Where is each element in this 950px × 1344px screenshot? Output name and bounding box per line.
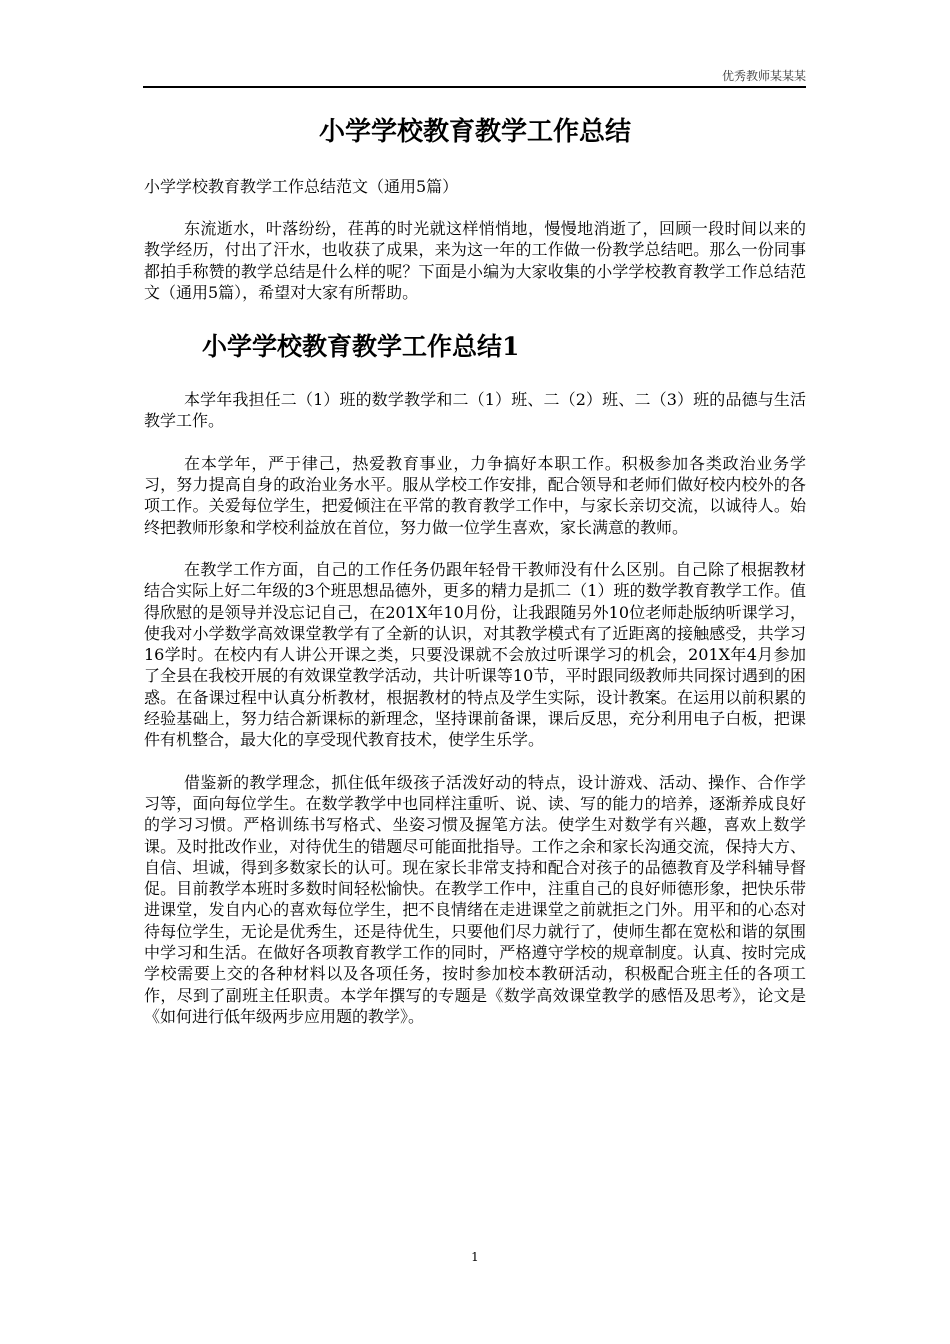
body-paragraph-1: 本学年我担任二（1）班的数学教学和二（1）班、二（2）班、二（3）班的品德与生活教学工作。 xyxy=(144,390,806,431)
intro-paragraph: 东流逝水，叶落纷纷，荏苒的时光就这样悄悄地，慢慢地消逝了，回顾一段时间以来的教学经历，付出了汗水，也收获了成果，来为这一年的工作做一份教学总结吧。那么一份同事都拍手称赞的教学总结是什么样的呢？下面是小编为大家收集的小学学校教育教学工作总结范文（通用5篇），希望对大家有所帮助。 xyxy=(144,219,806,302)
section-heading: 小学学校教育教学工作总结1 xyxy=(202,332,520,362)
document-title: 小学学校教育教学工作总结 xyxy=(318,117,631,147)
body-paragraph-2: 在本学年，严于律己，热爱教育事业，力争搞好本职工作。积极参加各类政治业务学习，努力提高自身的政治业务水平。服从学校工作安排，配合领导和老师们做好校内校外的各项工作。关爱每位学生，把爱倾注在平常的教育教学工作中，与家长亲切交流，以诚待人。始终把教师形象和学校利益放在首位，努力做一位学生喜欢，家长满意的教师。 xyxy=(144,453,806,537)
header-divider xyxy=(143,86,806,88)
body-paragraph-3: 在教学工作方面，自己的工作任务仍跟年轻骨干教师没有什么区别。自己除了根据教材结合实际上好二年级的3个班思想品德外，更多的精力是抓二（1）班的数学教育教学工作。值得欣慰的是领导并没忘记自己，在201X年10月份，让我跟随另外10位老师赴版纳听课学习，使我对小学数学高效课堂教学有了全新的认识，对其教学模式有了近距离的接触感受，共学习16学时。在校内有人讲公开课之类，只要没课就不会放过听课学习的机会，201X年4月参加了全县在我校开展的有效课堂教学活动，共计听课等10节，平时跟同级教师共同探讨遇到的困惑。在备课过程中认真分析教材，根据教材的特点及学生实际，设计教案。在运用以前积累的经验基础上，努力结合新课标的新理念，坚持课前备课，课后反思，充分利用电子白板，把课件有机整合，最大化的享受现代教育技术，使学生乐学。 xyxy=(144,559,806,750)
body-paragraph-4: 借鉴新的教学理念，抓住低年级孩子活泼好动的特点，设计游戏、活动、操作、合作学习等，面向每位学生。在数学教学中也同样注重听、说、读、写的能力的培养，逐渐养成良好的学习习惯。严格训练书写格式、坐姿习惯及握笔方法。使学生对数学有兴趣，喜欢上数学课。及时批改作业，对待优生的错题尽可能面批指导。工作之余和家长沟通交流，保持大方、自信、坦诚，得到多数家长的认可。现在家长非常支持和配合对孩子的品德教育及学科辅导督促。目前教学本班时多数时间轻松愉快。在教学工作中，注重自己的良好师德形象，把快乐带进课堂，发自内心的喜欢每位学生，把不良情绪在走进课堂之前就拒之门外。用平和的心态对待每位学生，无论是优秀生，还是待优生，只要他们尽力就行了，使师生都在宽松和谐的氛围中学习和生活。在做好各项教育教学工作的同时，严格遵守学校的规章制度。认真、按时完成学校需要上交的各种材料以及各项任务，按时参加校本教研活动，积极配合班主任的各项工作，尽到了副班主任职责。本学年撰写的专题是《数学高效课堂教学的感悟及思考》，论文是《如何进行低年级两步应用题的教学》。 xyxy=(144,772,806,1026)
document-subtitle: 小学学校教育教学工作总结范文（通用5篇） xyxy=(144,177,459,196)
document-body xyxy=(144,110,806,1027)
page-number: 1 xyxy=(471,1250,479,1264)
page-header-text: 优秀教师某某某 xyxy=(721,69,806,83)
